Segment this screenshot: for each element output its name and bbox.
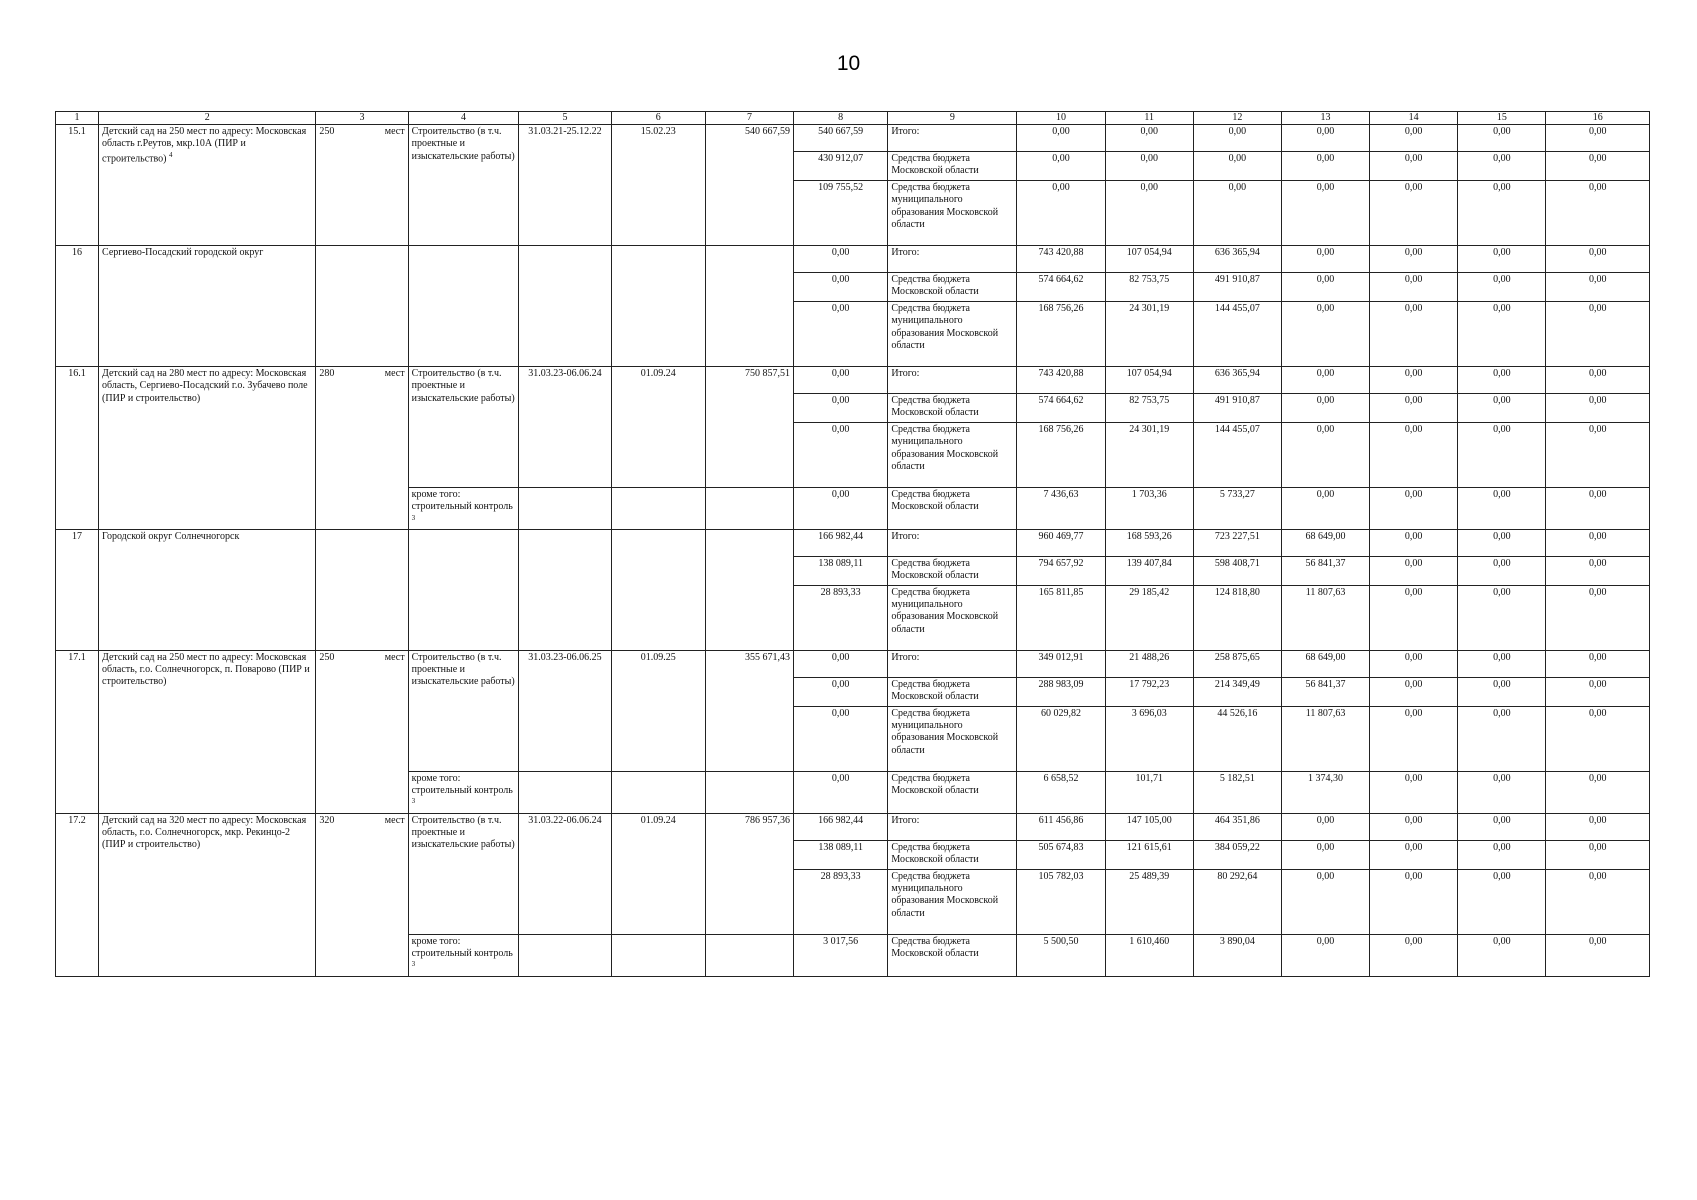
total-cost: 750 857,51: [705, 367, 793, 488]
empty-cell: [611, 934, 705, 976]
year-amount: 0,00: [1458, 246, 1546, 273]
funding-source: Итого:: [888, 530, 1017, 557]
year-amount: 0,00: [1546, 813, 1650, 840]
year-amount: 0,00: [1458, 152, 1546, 181]
year-amount: 107 054,94: [1105, 367, 1193, 394]
funding-source: Средства бюджета муниципального образования Московской области: [888, 707, 1017, 772]
year-amount: 0,00: [1017, 125, 1105, 152]
row-number: 16.1: [56, 367, 99, 530]
year-amount: 1 703,36: [1105, 488, 1193, 530]
funding-source: Средства бюджета Московской области: [888, 557, 1017, 586]
year-amount: 0,00: [1193, 125, 1281, 152]
capacity-cell: [316, 651, 408, 814]
empty-cell: [519, 530, 611, 651]
object-name: [99, 367, 316, 530]
total-cost: 355 671,43: [705, 651, 793, 772]
year-amount: 0,00: [1281, 302, 1369, 367]
year-amount: 0,00: [1546, 181, 1650, 246]
commission-date: 15.02.23: [611, 125, 705, 246]
year-amount: 214 349,49: [1193, 678, 1281, 707]
financed-amount: 0,00: [794, 423, 888, 488]
year-amount: 0,00: [1370, 273, 1458, 302]
financed-amount: 0,00: [794, 394, 888, 423]
object-name: [99, 246, 316, 367]
year-amount: 0,00: [1546, 557, 1650, 586]
financed-amount: 138 089,11: [794, 557, 888, 586]
financed-amount: 0,00: [794, 707, 888, 772]
year-amount: 0,00: [1458, 840, 1546, 869]
year-amount: 139 407,84: [1105, 557, 1193, 586]
year-amount: 0,00: [1458, 273, 1546, 302]
financed-amount: 109 755,52: [794, 181, 888, 246]
year-amount: 0,00: [1370, 246, 1458, 273]
year-amount: 0,00: [1546, 302, 1650, 367]
year-amount: 21 488,26: [1105, 651, 1193, 678]
year-amount: 0,00: [1458, 707, 1546, 772]
funding-source: Средства бюджета Московской области: [888, 772, 1017, 814]
year-amount: 505 674,83: [1017, 840, 1105, 869]
year-amount: 0,00: [1546, 530, 1650, 557]
funding-source: Итого:: [888, 367, 1017, 394]
year-amount: 0,00: [1281, 394, 1369, 423]
year-amount: 0,00: [1458, 530, 1546, 557]
year-amount: 349 012,91: [1017, 651, 1105, 678]
year-amount: 0,00: [1370, 488, 1458, 530]
column-number: 14: [1370, 112, 1458, 125]
financed-amount: 430 912,07: [794, 152, 888, 181]
empty-cell: [705, 934, 793, 976]
footnote-mark: 3: [411, 797, 416, 806]
column-number: 16: [1546, 112, 1650, 125]
year-amount: 574 664,62: [1017, 273, 1105, 302]
work-type: Строительство (в т.ч. проектные и изыскательские работы): [408, 125, 519, 246]
empty-cell: [705, 488, 793, 530]
table-row: [56, 125, 1650, 152]
funding-source: Средства бюджета муниципального образования Московской области: [888, 302, 1017, 367]
funding-source: Средства бюджета муниципального образования Московской области: [888, 181, 1017, 246]
year-amount: 0,00: [1281, 273, 1369, 302]
funding-source: Итого:: [888, 813, 1017, 840]
financed-amount: 0,00: [794, 651, 888, 678]
column-number: 4: [408, 112, 519, 125]
funding-source: Средства бюджета Московской области: [888, 840, 1017, 869]
year-amount: 144 455,07: [1193, 302, 1281, 367]
capacity-value: 250: [319, 126, 335, 138]
work-period: 31.03.22-06.06.24: [519, 813, 611, 934]
row-number: 17.1: [56, 651, 99, 814]
object-name-text: Сергиево-Посадский городской округ: [102, 247, 264, 259]
financed-amount: 166 982,44: [794, 813, 888, 840]
funding-source: Средства бюджета Московской области: [888, 678, 1017, 707]
year-amount: 0,00: [1370, 869, 1458, 934]
year-amount: 17 792,23: [1105, 678, 1193, 707]
year-amount: 611 456,86: [1017, 813, 1105, 840]
year-amount: 0,00: [1546, 651, 1650, 678]
column-number: 10: [1017, 112, 1105, 125]
year-amount: 0,00: [1458, 772, 1546, 814]
year-amount: 0,00: [1458, 586, 1546, 651]
year-amount: 0,00: [1546, 246, 1650, 273]
year-amount: 0,00: [1546, 934, 1650, 976]
commission-date: 01.09.24: [611, 367, 705, 488]
year-amount: 24 301,19: [1105, 302, 1193, 367]
year-amount: 0,00: [1546, 125, 1650, 152]
year-amount: 0,00: [1370, 934, 1458, 976]
capacity-cell: [316, 367, 408, 530]
financed-amount: 0,00: [794, 488, 888, 530]
year-amount: 0,00: [1458, 302, 1546, 367]
year-amount: 636 365,94: [1193, 367, 1281, 394]
year-amount: 0,00: [1193, 181, 1281, 246]
funding-source: Итого:: [888, 651, 1017, 678]
year-amount: 165 811,85: [1017, 586, 1105, 651]
empty-cell: [316, 530, 408, 651]
table-row: [56, 651, 1650, 678]
empty-cell: [611, 530, 705, 651]
year-amount: 56 841,37: [1281, 557, 1369, 586]
financed-amount: 3 017,56: [794, 934, 888, 976]
empty-cell: [519, 934, 611, 976]
control-work-text: кроме того: строительный контроль: [411, 935, 513, 960]
funding-source: Средства бюджета Московской области: [888, 488, 1017, 530]
financed-amount: 138 089,11: [794, 840, 888, 869]
empty-cell: [519, 246, 611, 367]
year-amount: 598 408,71: [1193, 557, 1281, 586]
funding-source: Средства бюджета Московской области: [888, 394, 1017, 423]
year-amount: 0,00: [1281, 813, 1369, 840]
control-work-type: [408, 934, 519, 976]
year-amount: 107 054,94: [1105, 246, 1193, 273]
year-amount: 0,00: [1370, 813, 1458, 840]
year-amount: 0,00: [1370, 152, 1458, 181]
year-amount: 0,00: [1281, 423, 1369, 488]
column-number: 2: [99, 112, 316, 125]
year-amount: 258 875,65: [1193, 651, 1281, 678]
year-amount: 0,00: [1458, 367, 1546, 394]
empty-cell: [316, 246, 408, 367]
year-amount: 794 657,92: [1017, 557, 1105, 586]
empty-cell: [705, 530, 793, 651]
work-type: Строительство (в т.ч. проектные и изыскательские работы): [408, 367, 519, 488]
column-number: 7: [705, 112, 793, 125]
row-number: 16: [56, 246, 99, 367]
year-amount: 0,00: [1458, 813, 1546, 840]
year-amount: 5 500,50: [1017, 934, 1105, 976]
year-amount: 101,71: [1105, 772, 1193, 814]
year-amount: 0,00: [1370, 651, 1458, 678]
funding-source: Средства бюджета муниципального образования Московской области: [888, 869, 1017, 934]
year-amount: 0,00: [1370, 840, 1458, 869]
year-amount: 0,00: [1370, 302, 1458, 367]
year-amount: 636 365,94: [1193, 246, 1281, 273]
empty-cell: [705, 772, 793, 814]
object-name-text: Детский сад на 280 мест по адресу: Московская область, Сергиево-Посадский г.о. Зубачево поле (ПИР и строительство): [102, 368, 308, 404]
column-number-row: [56, 112, 1650, 125]
year-amount: 0,00: [1546, 273, 1650, 302]
financed-amount: 28 893,33: [794, 869, 888, 934]
object-name: [99, 651, 316, 814]
total-cost: 786 957,36: [705, 813, 793, 934]
column-number: 12: [1193, 112, 1281, 125]
column-number: 3: [316, 112, 408, 125]
funding-source: Итого:: [888, 246, 1017, 273]
financed-amount: 0,00: [794, 772, 888, 814]
funding-source: Средства бюджета муниципального образования Московской области: [888, 586, 1017, 651]
year-amount: 82 753,75: [1105, 394, 1193, 423]
empty-cell: [611, 246, 705, 367]
year-amount: 147 105,00: [1105, 813, 1193, 840]
column-number: 15: [1458, 112, 1546, 125]
year-amount: 0,00: [1105, 181, 1193, 246]
work-type: Строительство (в т.ч. проектные и изыскательские работы): [408, 651, 519, 772]
capacity-unit: мест: [384, 652, 405, 664]
year-amount: 121 615,61: [1105, 840, 1193, 869]
year-amount: 574 664,62: [1017, 394, 1105, 423]
year-amount: 0,00: [1546, 840, 1650, 869]
year-amount: 6 658,52: [1017, 772, 1105, 814]
year-amount: 56 841,37: [1281, 678, 1369, 707]
year-amount: 11 807,63: [1281, 586, 1369, 651]
year-amount: 0,00: [1370, 423, 1458, 488]
work-period: 31.03.23-06.06.24: [519, 367, 611, 488]
year-amount: 0,00: [1458, 934, 1546, 976]
object-name-text: Детский сад на 250 мест по адресу: Московская область, г.о. Солнечногорск, п. Поварово (ПИР и строительство): [102, 652, 310, 688]
year-amount: 0,00: [1370, 707, 1458, 772]
empty-cell: [705, 246, 793, 367]
year-amount: 491 910,87: [1193, 273, 1281, 302]
year-amount: 0,00: [1458, 869, 1546, 934]
financed-amount: 166 982,44: [794, 530, 888, 557]
year-amount: 0,00: [1281, 488, 1369, 530]
year-amount: 5 733,27: [1193, 488, 1281, 530]
year-amount: 0,00: [1370, 367, 1458, 394]
capacity-unit: мест: [384, 126, 405, 138]
row-number: 17: [56, 530, 99, 651]
capacity-value: 280: [319, 368, 335, 380]
column-number: 1: [56, 112, 99, 125]
year-amount: 0,00: [1370, 678, 1458, 707]
financed-amount: 0,00: [794, 246, 888, 273]
year-amount: 0,00: [1370, 557, 1458, 586]
year-amount: 743 420,88: [1017, 367, 1105, 394]
year-amount: 144 455,07: [1193, 423, 1281, 488]
year-amount: 464 351,86: [1193, 813, 1281, 840]
commission-date: 01.09.25: [611, 651, 705, 772]
year-amount: 124 818,80: [1193, 586, 1281, 651]
year-amount: 7 436,63: [1017, 488, 1105, 530]
year-amount: 0,00: [1546, 488, 1650, 530]
year-amount: 0,00: [1458, 678, 1546, 707]
year-amount: 960 469,77: [1017, 530, 1105, 557]
year-amount: 25 489,39: [1105, 869, 1193, 934]
footnote-mark: 4: [168, 150, 173, 159]
table-row: [56, 813, 1650, 840]
year-amount: 0,00: [1370, 394, 1458, 423]
year-amount: 24 301,19: [1105, 423, 1193, 488]
year-amount: 491 910,87: [1193, 394, 1281, 423]
year-amount: 0,00: [1105, 125, 1193, 152]
year-amount: 0,00: [1105, 152, 1193, 181]
funding-source: Средства бюджета муниципального образования Московской области: [888, 423, 1017, 488]
year-amount: 723 227,51: [1193, 530, 1281, 557]
year-amount: 0,00: [1458, 394, 1546, 423]
funding-source: Итого:: [888, 125, 1017, 152]
object-name: [99, 530, 316, 651]
year-amount: 29 185,42: [1105, 586, 1193, 651]
footnote-mark: 3: [411, 513, 416, 522]
year-amount: 3 696,03: [1105, 707, 1193, 772]
year-amount: 60 029,82: [1017, 707, 1105, 772]
year-amount: 0,00: [1281, 152, 1369, 181]
empty-cell: [519, 772, 611, 814]
work-period: 31.03.23-06.06.25: [519, 651, 611, 772]
year-amount: 0,00: [1458, 557, 1546, 586]
capacity-cell: [316, 125, 408, 246]
year-amount: 0,00: [1281, 367, 1369, 394]
year-amount: 0,00: [1458, 125, 1546, 152]
column-number: 13: [1281, 112, 1369, 125]
year-amount: 168 756,26: [1017, 302, 1105, 367]
financing-table: [55, 111, 1650, 977]
financed-amount: 540 667,59: [794, 125, 888, 152]
year-amount: 80 292,64: [1193, 869, 1281, 934]
total-cost: 540 667,59: [705, 125, 793, 246]
object-name-text: Детский сад на 250 мест по адресу: Московская область г.Реутов, мкр.10А (ПИР и строительство): [102, 126, 307, 164]
year-amount: 3 890,04: [1193, 934, 1281, 976]
year-amount: 11 807,63: [1281, 707, 1369, 772]
table-row: [56, 246, 1650, 273]
empty-cell: [611, 488, 705, 530]
capacity-value: 250: [319, 652, 335, 664]
year-amount: 0,00: [1546, 586, 1650, 651]
year-amount: 68 649,00: [1281, 651, 1369, 678]
year-amount: 0,00: [1370, 586, 1458, 651]
year-amount: 0,00: [1458, 181, 1546, 246]
year-amount: 0,00: [1458, 651, 1546, 678]
row-number: 15.1: [56, 125, 99, 246]
year-amount: 0,00: [1546, 707, 1650, 772]
capacity-cell: [316, 813, 408, 976]
control-work-text: кроме того: строительный контроль: [411, 773, 513, 797]
capacity-value: 320: [319, 814, 335, 826]
year-amount: 743 420,88: [1017, 246, 1105, 273]
year-amount: 82 753,75: [1105, 273, 1193, 302]
table-row: [56, 530, 1650, 557]
year-amount: 168 756,26: [1017, 423, 1105, 488]
year-amount: 0,00: [1546, 152, 1650, 181]
table-row: [56, 367, 1650, 394]
funding-source: Средства бюджета Московской области: [888, 273, 1017, 302]
work-period: 31.03.21-25.12.22: [519, 125, 611, 246]
year-amount: 288 983,09: [1017, 678, 1105, 707]
empty-cell: [408, 246, 519, 367]
empty-cell: [519, 488, 611, 530]
funding-source: Средства бюджета Московской области: [888, 934, 1017, 976]
footnote-mark: 3: [411, 960, 416, 969]
object-name-text: Детский сад на 320 мест по адресу: Московская область, г.о. Солнечногорск, мкр. Рекинцо-2 (ПИР и строительство): [102, 814, 307, 851]
year-amount: 0,00: [1546, 394, 1650, 423]
object-name-text: Городской округ Солнечногорск: [102, 531, 240, 543]
year-amount: 0,00: [1370, 181, 1458, 246]
control-work-type: [408, 488, 519, 530]
control-work-type: [408, 772, 519, 814]
capacity-unit: мест: [384, 368, 405, 380]
financed-amount: 0,00: [794, 302, 888, 367]
commission-date: 01.09.24: [611, 813, 705, 934]
column-number: 5: [519, 112, 611, 125]
year-amount: 0,00: [1546, 367, 1650, 394]
year-amount: 0,00: [1017, 152, 1105, 181]
year-amount: 0,00: [1546, 869, 1650, 934]
object-name: [99, 813, 316, 976]
column-number: 8: [794, 112, 888, 125]
year-amount: 0,00: [1193, 152, 1281, 181]
year-amount: 44 526,16: [1193, 707, 1281, 772]
year-amount: 1 374,30: [1281, 772, 1369, 814]
control-work-text: кроме того: строительный контроль: [411, 489, 513, 513]
year-amount: 0,00: [1370, 772, 1458, 814]
year-amount: 0,00: [1546, 772, 1650, 814]
year-amount: 5 182,51: [1193, 772, 1281, 814]
year-amount: 0,00: [1281, 840, 1369, 869]
year-amount: 68 649,00: [1281, 530, 1369, 557]
year-amount: 0,00: [1281, 125, 1369, 152]
year-amount: 0,00: [1017, 181, 1105, 246]
financed-amount: 0,00: [794, 367, 888, 394]
year-amount: 168 593,26: [1105, 530, 1193, 557]
year-amount: 384 059,22: [1193, 840, 1281, 869]
financed-amount: 0,00: [794, 273, 888, 302]
column-number: 11: [1105, 112, 1193, 125]
row-number: 17.2: [56, 813, 99, 976]
page-number: 10: [836, 52, 861, 75]
work-type: Строительство (в т.ч. проектные и изыскательские работы): [408, 813, 519, 934]
year-amount: 0,00: [1281, 181, 1369, 246]
column-number: 9: [888, 112, 1017, 125]
funding-source: Средства бюджета Московской области: [888, 152, 1017, 181]
year-amount: 0,00: [1281, 869, 1369, 934]
object-name: [99, 125, 316, 246]
capacity-unit: мест: [384, 814, 405, 826]
year-amount: 0,00: [1370, 125, 1458, 152]
year-amount: 105 782,03: [1017, 869, 1105, 934]
column-number: 6: [611, 112, 705, 125]
empty-cell: [611, 772, 705, 814]
year-amount: 0,00: [1281, 246, 1369, 273]
year-amount: 0,00: [1281, 934, 1369, 976]
year-amount: 0,00: [1458, 423, 1546, 488]
financed-amount: 0,00: [794, 678, 888, 707]
year-amount: 1 610,460: [1105, 934, 1193, 976]
year-amount: 0,00: [1546, 423, 1650, 488]
empty-cell: [408, 530, 519, 651]
year-amount: 0,00: [1546, 678, 1650, 707]
financed-amount: 28 893,33: [794, 586, 888, 651]
year-amount: 0,00: [1370, 530, 1458, 557]
year-amount: 0,00: [1458, 488, 1546, 530]
